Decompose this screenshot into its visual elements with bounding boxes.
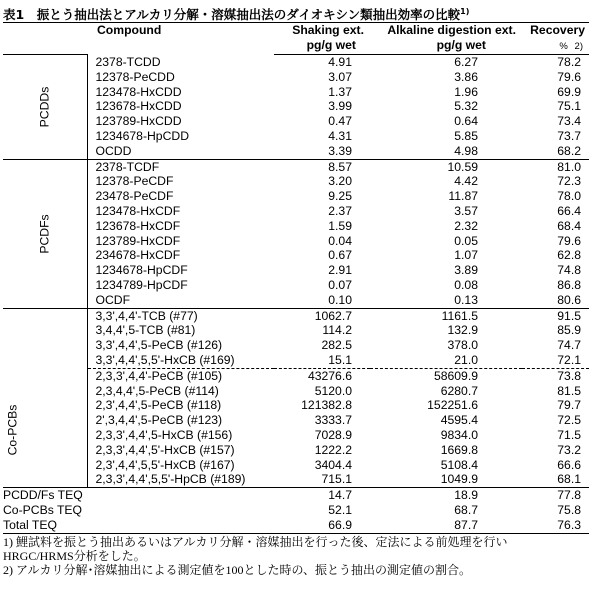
header-recovery-ref: 2)	[574, 40, 583, 52]
group-label-pcdds: PCDDs	[37, 86, 52, 128]
alkaline-value-cell: 0.13	[454, 292, 478, 307]
table-row	[3, 219, 589, 234]
alkaline-value-cell: 3.86	[454, 69, 478, 84]
recovery-value-cell: 72.1	[557, 352, 581, 367]
compound-cell: 2,3',4,4',5,5'-HxCB (#167)	[87, 458, 274, 473]
teq-recovery-cell: 75.8	[557, 502, 581, 517]
recovery-value-cell: 62.8	[557, 248, 581, 263]
shaking-value-cell: 9.25	[328, 189, 352, 204]
table-row	[3, 263, 589, 278]
shaking-value-cell: 2.37	[328, 203, 352, 218]
table-row	[3, 353, 589, 368]
compound-cell: 23478-PeCDF	[87, 189, 274, 204]
recovery-value-cell: 79.6	[557, 69, 581, 84]
table-row	[3, 413, 589, 428]
shaking-value-cell: 3.20	[328, 174, 352, 189]
teq-recovery-cell: 77.8	[522, 488, 589, 503]
shaking-value-cell: 0.10	[328, 292, 352, 307]
table-row	[3, 338, 589, 353]
shaking-value-cell: 0.67	[328, 248, 352, 263]
table-row	[3, 159, 589, 174]
compound-cell: 123478-HxCDD	[87, 85, 274, 100]
teq-alkaline-cell: 87.7	[370, 518, 522, 533]
recovery-value-cell: 73.8	[522, 368, 589, 383]
compound-cell: 1234789-HpCDF	[87, 278, 274, 293]
recovery-value-cell: 69.9	[557, 84, 581, 99]
shaking-value-cell: 3.99	[328, 99, 352, 114]
shaking-value-cell: 3333.7	[314, 413, 352, 428]
table-row	[3, 189, 589, 204]
table-row	[3, 70, 589, 85]
compound-cell: 123478-HxCDF	[87, 204, 274, 219]
table-row	[3, 248, 589, 263]
table-row	[3, 472, 589, 487]
footnote-1-line-2: HRGC/HRMS分析をした。	[3, 548, 146, 563]
table-title	[3, 3, 589, 22]
header-group-blank	[3, 23, 87, 38]
teq-label-cell: Total TEQ	[3, 518, 274, 533]
recovery-value-cell: 72.3	[557, 174, 581, 189]
compound-cell: 3,3',4,4',5,5'-HxCB (#169)	[87, 353, 274, 368]
table-row	[3, 114, 589, 129]
recovery-value-cell: 74.7	[557, 338, 581, 353]
copcbs-section	[3, 308, 589, 488]
teq-label-cell: Co-PCBs TEQ	[3, 502, 83, 517]
header-recovery-unit: %	[559, 40, 568, 52]
recovery-value-cell: 68.4	[557, 218, 581, 233]
alkaline-value-cell: 1669.8	[440, 442, 478, 457]
shaking-value-cell: 1.37	[328, 84, 352, 99]
table-row	[3, 174, 589, 189]
footnotes	[3, 535, 589, 578]
shaking-value-cell: 3.39	[328, 143, 352, 158]
compound-cell: OCDF	[87, 293, 274, 308]
shaking-value-cell: 1222.2	[314, 442, 352, 457]
footnote-1-line-1: 1) 鯉試料を振とう抽出あるいはアルカリ分解・溶媒抽出を行った後、定法による前処理を行い	[3, 534, 508, 549]
compound-cell: OCDD	[87, 144, 274, 159]
shaking-value-cell: 5120.0	[314, 383, 352, 398]
alkaline-value-cell: 5.32	[454, 99, 478, 114]
recovery-value-cell: 78.0	[557, 189, 581, 204]
alkaline-value-cell: 9834.0	[440, 427, 478, 442]
recovery-value-cell: 73.7	[557, 128, 581, 143]
recovery-value-cell: 66.6	[557, 457, 581, 472]
table-row	[3, 234, 589, 249]
teq-shaking-cell: 52.1	[328, 502, 352, 517]
table-row	[3, 129, 589, 144]
table-row	[3, 144, 589, 159]
header-shaking-2: pg/g wet	[274, 38, 370, 55]
compound-cell: 1234678-HpCDD	[87, 129, 274, 144]
table-row	[3, 85, 589, 100]
alkaline-value-cell: 378.0	[447, 338, 478, 353]
alkaline-value-cell: 5.85	[454, 128, 478, 143]
alkaline-value-cell: 1161.5	[370, 308, 522, 323]
shaking-value-cell: 3404.4	[314, 457, 352, 472]
alkaline-value-cell: 6280.7	[440, 383, 478, 398]
shaking-value-cell: 15.1	[328, 352, 352, 367]
table-document	[3, 3, 589, 577]
shaking-value-cell: 0.07	[328, 277, 352, 292]
compound-cell: 123789-HxCDD	[87, 114, 274, 129]
recovery-value-cell: 72.5	[557, 413, 581, 428]
teq-shaking-cell: 14.7	[274, 488, 370, 503]
alkaline-value-cell: 152251.6	[427, 398, 478, 413]
group-label-copcbs: Co-PCBs	[5, 404, 20, 456]
table-row	[3, 398, 589, 413]
recovery-value-cell: 68.1	[557, 472, 581, 487]
compound-cell: 2,3,4,4',5-PeCB (#114)	[87, 384, 274, 399]
teq-alkaline-cell: 18.9	[370, 488, 522, 503]
table-row	[3, 458, 589, 473]
table-row	[3, 428, 589, 443]
alkaline-value-cell: 4595.4	[440, 413, 478, 428]
title-footnote-ref: 1)	[460, 7, 470, 16]
table-row	[3, 293, 589, 308]
alkaline-value-cell: 1049.9	[440, 472, 478, 487]
alkaline-value-cell: 3.57	[454, 203, 478, 218]
group-label-pcdfs-cell	[3, 159, 87, 308]
header-alkaline-2: pg/g wet	[370, 38, 522, 55]
table-row	[3, 278, 589, 293]
recovery-value-cell: 80.6	[557, 292, 581, 307]
recovery-value-cell: 78.2	[557, 55, 581, 69]
teq-alkaline-cell: 68.7	[454, 502, 478, 517]
shaking-value-cell: 1062.7	[274, 308, 370, 323]
alkaline-value-cell: 21.0	[454, 352, 478, 367]
recovery-value-cell: 74.8	[557, 263, 581, 278]
shaking-value-cell: 114.2	[322, 323, 352, 338]
alkaline-value-cell: 2.32	[454, 218, 478, 233]
shaking-value-cell: 0.47	[328, 114, 352, 129]
recovery-value-cell: 81.5	[557, 383, 581, 398]
shaking-value-cell: 7028.9	[314, 427, 352, 442]
recovery-value-cell: 71.5	[557, 427, 581, 442]
group-label-copcbs-cell	[3, 308, 87, 488]
recovery-value-cell: 68.2	[557, 143, 581, 158]
recovery-value-cell: 85.9	[557, 323, 581, 338]
shaking-value-cell: 121382.8	[301, 398, 352, 413]
compound-cell: 2378-TCDD	[87, 55, 274, 70]
pcdfs-section	[3, 159, 589, 308]
alkaline-value-cell: 5108.4	[440, 457, 478, 472]
table-row	[3, 323, 589, 338]
recovery-value-cell: 81.0	[522, 159, 589, 174]
alkaline-value-cell: 0.05	[454, 233, 478, 248]
compound-cell: 2',3,4,4',5-PeCB (#123)	[87, 413, 274, 428]
recovery-value-cell: 73.4	[557, 114, 581, 129]
teq-row	[3, 518, 589, 533]
table-row	[3, 308, 589, 323]
teq-recovery-cell: 76.3	[522, 518, 589, 533]
alkaline-value-cell: 1.07	[454, 248, 478, 263]
alkaline-value-cell: 132.9	[447, 323, 478, 338]
alkaline-value-cell: 1.96	[454, 84, 478, 99]
compound-cell: 2,3,3',4,4',5-HxCB (#156)	[87, 428, 274, 443]
header-alkaline-1: Alkaline digestion ext.	[370, 23, 522, 38]
alkaline-value-cell: 0.64	[454, 114, 478, 129]
shaking-value-cell: 8.57	[274, 159, 370, 174]
footnote-2: 2) アルカリ分解･溶媒抽出による測定値を100とした時の、振とう抽出の測定値の割合。	[3, 562, 472, 577]
table-row	[3, 204, 589, 219]
teq-row	[3, 488, 589, 503]
compound-cell: 123678-HxCDD	[87, 99, 274, 114]
recovery-value-cell: 91.5	[522, 308, 589, 323]
shaking-value-cell: 43276.6	[274, 368, 370, 383]
table-row	[3, 443, 589, 458]
recovery-value-cell: 66.4	[557, 203, 581, 218]
alkaline-value-cell: 58609.9	[370, 368, 522, 383]
compound-cell: 2,3,3',4,4',5,5'-HpCB (#189)	[87, 472, 274, 487]
shaking-value-cell: 4.31	[328, 128, 352, 143]
table-row	[3, 55, 589, 70]
shaking-value-cell: 715.1	[321, 472, 352, 487]
compound-cell: 3,3',4,4'-TCB (#77)	[87, 308, 274, 323]
alkaline-value-cell: 6.27	[454, 55, 478, 69]
compound-cell: 2,3,3',4,4'-PeCB (#105)	[87, 368, 274, 383]
teq-shaking-cell: 66.9	[274, 518, 370, 533]
compound-cell: 2,3,3',4,4',5'-HxCB (#157)	[87, 443, 274, 458]
shaking-value-cell: 282.5	[321, 338, 352, 353]
header-recovery-1: Recovery	[522, 23, 589, 38]
table-row	[3, 99, 589, 114]
alkaline-value-cell: 10.59	[370, 159, 522, 174]
alkaline-value-cell: 11.87	[448, 189, 478, 204]
extraction-efficiency-table	[3, 22, 589, 534]
header-shaking-1: Shaking ext.	[274, 23, 370, 38]
alkaline-value-cell: 3.89	[454, 263, 478, 278]
shaking-value-cell: 0.04	[328, 233, 352, 248]
recovery-value-cell: 75.1	[557, 99, 581, 114]
header-recovery-unit-cell	[522, 38, 589, 55]
teq-row	[3, 503, 589, 518]
header-compound: Compound	[87, 23, 274, 55]
compound-cell: 234678-HxCDF	[87, 248, 274, 263]
teq-label-cell: PCDD/Fs TEQ	[3, 488, 274, 503]
compound-cell: 12378-PeCDF	[87, 174, 274, 189]
recovery-value-cell: 79.7	[557, 398, 581, 413]
recovery-value-cell: 79.6	[557, 233, 581, 248]
compound-cell: 2378-TCDF	[87, 159, 274, 174]
shaking-value-cell: 4.91	[328, 55, 352, 69]
compound-cell: 123678-HxCDF	[87, 219, 274, 234]
compound-cell: 12378-PeCDD	[87, 70, 274, 85]
alkaline-value-cell: 4.42	[454, 174, 478, 189]
group-label-pcdds-cell	[3, 55, 87, 160]
alkaline-value-cell: 0.08	[454, 277, 478, 292]
shaking-value-cell: 2.91	[328, 263, 352, 278]
compound-cell: 1234678-HpCDF	[87, 263, 274, 278]
table-row	[3, 368, 589, 383]
compound-cell: 2,3',4,4',5-PeCB (#118)	[87, 398, 274, 413]
recovery-value-cell: 73.2	[557, 442, 581, 457]
compound-cell: 123789-HxCDF	[87, 234, 274, 249]
title-text: 表1 振とう抽出法とアルカリ分解・溶媒抽出法のダイオキシン類抽出効率の比較	[3, 7, 461, 22]
recovery-value-cell: 86.8	[557, 277, 581, 292]
pcdds-section	[3, 55, 589, 160]
teq-section	[3, 488, 589, 533]
compound-cell: 3,3',4,4',5-PeCB (#126)	[87, 338, 274, 353]
group-label-pcdfs: PCDFs	[37, 213, 52, 254]
alkaline-value-cell: 4.98	[454, 143, 478, 158]
shaking-value-cell: 1.59	[328, 218, 352, 233]
table-row	[3, 384, 589, 399]
compound-cell: 3,4,4',5-TCB (#81)	[87, 323, 274, 338]
shaking-value-cell: 3.07	[328, 69, 352, 84]
